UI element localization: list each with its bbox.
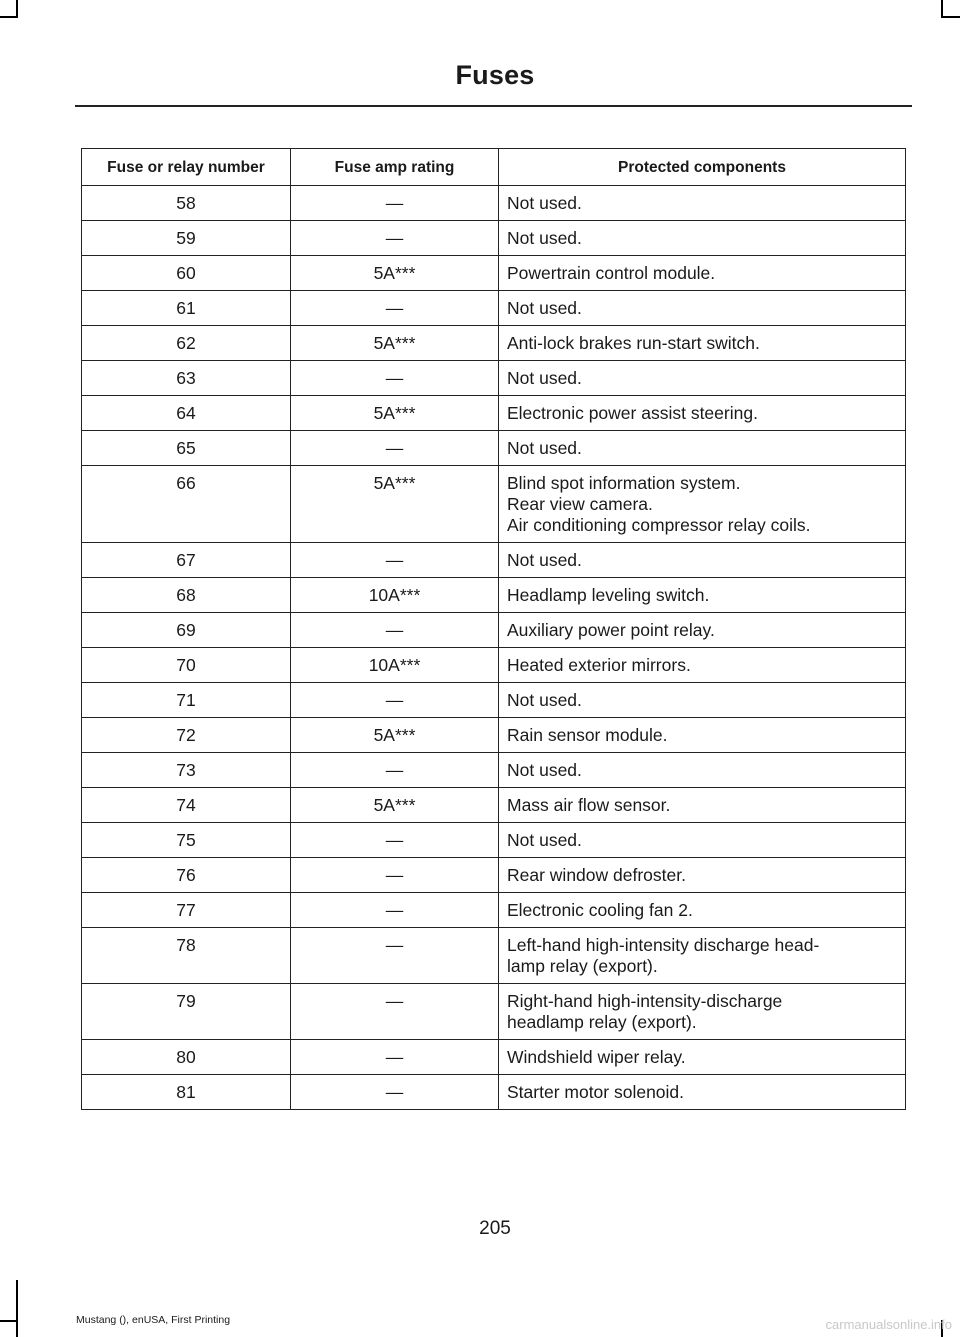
amp-rating-cell: — [291, 613, 499, 648]
fuse-number-cell: 69 [82, 613, 291, 648]
protected-components-cell [499, 1040, 906, 1075]
component-line: Starter motor solenoid. [507, 1082, 685, 1102]
fuse-number-cell: 62 [82, 326, 291, 361]
amp-rating-cell: — [291, 823, 499, 858]
amp-rating-cell: — [291, 431, 499, 466]
component-line: Rear window defroster. [507, 865, 686, 885]
header-protected-components: Protected components [499, 149, 906, 186]
table-row [82, 613, 906, 648]
amp-rating-cell: — [291, 1075, 499, 1110]
amp-rating-cell: 5A*** [291, 326, 499, 361]
component-line: Not used. [507, 368, 582, 388]
protected-components-cell [499, 893, 906, 928]
fuse-number-cell: 74 [82, 788, 291, 823]
amp-rating-cell: — [291, 1040, 499, 1075]
protected-components-cell [499, 613, 906, 648]
table-row [82, 431, 906, 466]
component-line: Not used. [507, 438, 582, 458]
amp-rating-cell: — [291, 683, 499, 718]
protected-components-cell [499, 291, 906, 326]
component-line: Anti-lock brakes run-start switch. [507, 333, 760, 353]
table-row [82, 578, 906, 613]
fuse-number-cell: 79 [82, 984, 291, 1040]
amp-rating-cell: 5A*** [291, 718, 499, 753]
protected-components-cell [499, 788, 906, 823]
component-line: Air conditioning compressor relay coils. [507, 515, 811, 535]
protected-components-cell [499, 221, 906, 256]
fuse-number-cell: 67 [82, 543, 291, 578]
table-row [82, 893, 906, 928]
header-fuse-number: Fuse or relay number [82, 149, 291, 186]
table-row [82, 823, 906, 858]
component-line: Not used. [507, 193, 582, 213]
protected-components-cell [499, 858, 906, 893]
protected-components-cell [499, 1075, 906, 1110]
fuse-number-cell: 76 [82, 858, 291, 893]
component-line: Electronic power assist steering. [507, 403, 758, 423]
protected-components-cell [499, 431, 906, 466]
protected-components-cell [499, 753, 906, 788]
fuse-number-cell: 81 [82, 1075, 291, 1110]
amp-rating-cell: — [291, 928, 499, 984]
component-line: Auxiliary power point relay. [507, 620, 715, 640]
page-number: 205 [479, 1218, 511, 1239]
component-line: Electronic cooling fan 2. [507, 900, 693, 920]
amp-rating-cell: 10A*** [291, 648, 499, 683]
component-line: headlamp relay (export). [507, 1012, 697, 1032]
protected-components-cell [499, 543, 906, 578]
header-amp-rating: Fuse amp rating [291, 149, 499, 186]
table-row [82, 186, 906, 221]
protected-components-cell [499, 186, 906, 221]
table-row [82, 466, 906, 543]
amp-rating-cell: 10A*** [291, 578, 499, 613]
table-row [82, 326, 906, 361]
fuse-number-cell: 61 [82, 291, 291, 326]
component-line: Blind spot information system. [507, 473, 741, 493]
component-line: Headlamp leveling switch. [507, 585, 710, 605]
table-row [82, 543, 906, 578]
table-row [82, 291, 906, 326]
component-line: Heated exterior mirrors. [507, 655, 691, 675]
protected-components-cell [499, 823, 906, 858]
protected-components-cell [499, 683, 906, 718]
protected-components-cell [499, 326, 906, 361]
table-header-row [82, 149, 906, 186]
component-line: Left-hand high-intensity discharge head- [507, 935, 820, 955]
fuse-number-cell: 77 [82, 893, 291, 928]
amp-rating-cell: 5A*** [291, 788, 499, 823]
crop-mark [0, 16, 18, 18]
fuse-number-cell: 59 [82, 221, 291, 256]
table-row [82, 361, 906, 396]
fuse-number-cell: 68 [82, 578, 291, 613]
fuse-number-cell: 75 [82, 823, 291, 858]
component-line: Not used. [507, 550, 582, 570]
component-line: Rear view camera. [507, 494, 653, 514]
amp-rating-cell: — [291, 984, 499, 1040]
protected-components-cell [499, 361, 906, 396]
fuse-number-cell: 73 [82, 753, 291, 788]
fuse-number-cell: 58 [82, 186, 291, 221]
component-line: Not used. [507, 298, 582, 318]
table-row [82, 648, 906, 683]
component-line: Mass air flow sensor. [507, 795, 671, 815]
table-row [82, 221, 906, 256]
amp-rating-cell: 5A*** [291, 396, 499, 431]
protected-components-cell [499, 256, 906, 291]
component-line: Powertrain control module. [507, 263, 716, 283]
component-line: Not used. [507, 760, 582, 780]
crop-mark [0, 1320, 18, 1322]
fuse-number-cell: 70 [82, 648, 291, 683]
page-title: Fuses [455, 60, 535, 90]
fuse-number-cell: 78 [82, 928, 291, 984]
component-line: Not used. [507, 830, 582, 850]
amp-rating-cell: — [291, 543, 499, 578]
component-line: Rain sensor module. [507, 725, 668, 745]
table-row [82, 788, 906, 823]
amp-rating-cell: — [291, 221, 499, 256]
protected-components-cell [499, 984, 906, 1040]
fuse-number-cell: 60 [82, 256, 291, 291]
edition-footer: Mustang (), enUSA, First Printing [76, 1314, 231, 1326]
amp-rating-cell: 5A*** [291, 466, 499, 543]
table-row [82, 984, 906, 1040]
table-row [82, 858, 906, 893]
fuse-number-cell: 66 [82, 466, 291, 543]
component-line: lamp relay (export). [507, 956, 658, 976]
amp-rating-cell: — [291, 753, 499, 788]
table-row [82, 1075, 906, 1110]
protected-components-cell [499, 396, 906, 431]
fuse-number-cell: 65 [82, 431, 291, 466]
fuse-number-cell: 71 [82, 683, 291, 718]
protected-components-cell [499, 648, 906, 683]
amp-rating-cell: — [291, 858, 499, 893]
component-line: Not used. [507, 228, 582, 248]
fuse-number-cell: 80 [82, 1040, 291, 1075]
fuse-table [81, 148, 906, 1110]
protected-components-cell [499, 578, 906, 613]
title-divider [75, 105, 912, 107]
fuse-number-cell: 72 [82, 718, 291, 753]
amp-rating-cell: — [291, 361, 499, 396]
amp-rating-cell: — [291, 291, 499, 326]
protected-components-cell [499, 928, 906, 984]
table-row [82, 1040, 906, 1075]
crop-mark [16, 1280, 18, 1337]
amp-rating-cell: 5A*** [291, 256, 499, 291]
component-line: Windshield wiper relay. [507, 1047, 686, 1067]
amp-rating-cell: — [291, 186, 499, 221]
amp-rating-cell: — [291, 893, 499, 928]
table-body [82, 186, 906, 1110]
component-line: Not used. [507, 690, 582, 710]
watermark: carmanualsonline.info [825, 1317, 952, 1332]
protected-components-cell [499, 466, 906, 543]
crop-mark [941, 16, 960, 18]
protected-components-cell [499, 718, 906, 753]
table-row [82, 256, 906, 291]
table-row [82, 683, 906, 718]
table-row [82, 753, 906, 788]
table-row [82, 396, 906, 431]
fuse-number-cell: 64 [82, 396, 291, 431]
fuse-number-cell: 63 [82, 361, 291, 396]
table-row [82, 718, 906, 753]
table-row [82, 928, 906, 984]
component-line: Right-hand high-intensity-discharge [507, 991, 783, 1011]
